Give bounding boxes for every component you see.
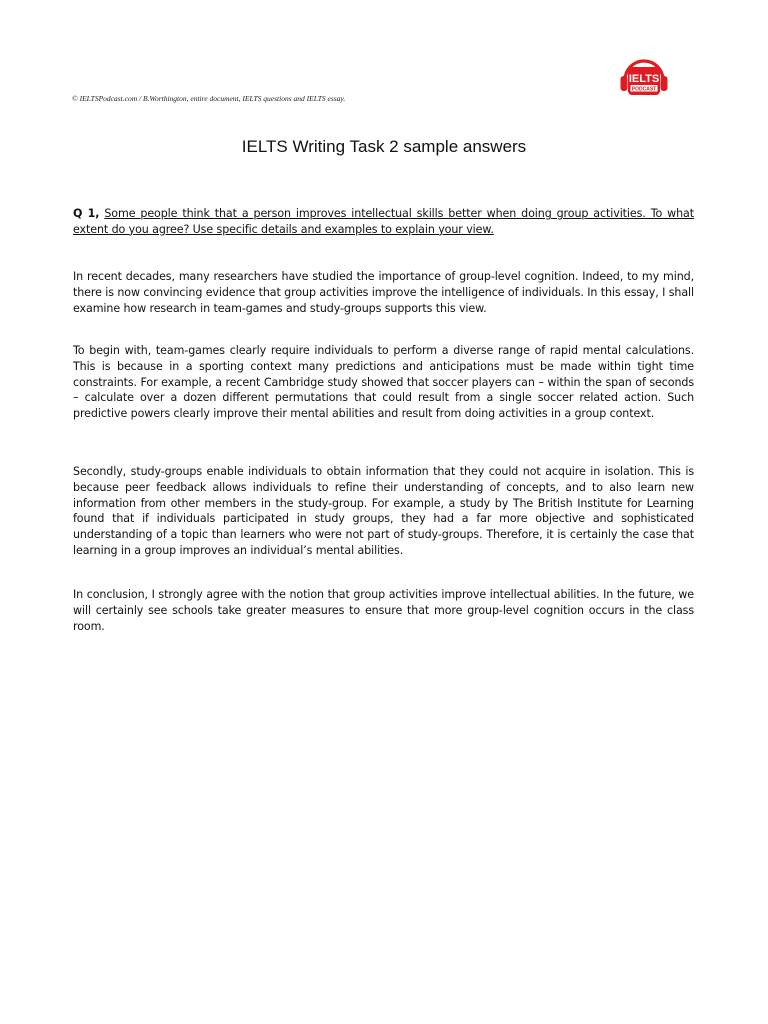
headphones-logo-icon [619,54,669,100]
logo-text-ielts: IELTS [628,73,660,85]
question-text: Some people think that a person improves intellectual skills better when doing group activities. To what extent do you agree? Use specific details and examples to explain your view. [73,207,695,236]
logo-text-podcast: PODCAST [631,86,657,93]
essay-paragraph-conclusion: In conclusion, I strongly agree with the notion that group activities improve intellectual abilities. In the future, we will certainly see schools take greater measures to ensure that more group-level cognition occurs in the class room. [73,588,694,633]
essay-paragraph-study-groups: Secondly, study-groups enable individuals to obtain information that they could not acquire in isolation. This is because peer feedback allows individuals to refine their understanding of concepts, and to also learn new information from other members in the study-group. For example, a study by The British Institute for Learning found that if individuals participated in study groups, they had a far more objective and sophisticated understanding of a topic than learners who were not part of study-groups. Therefore, it is certainly the case that learning in a group improves an individual’s mental abilities. [73,465,694,557]
question-number: Q 1, [73,207,100,220]
essay-paragraph-team-games: To begin with, team-games clearly require individuals to perform a diverse range of rapid mental calculations. This is because in a sporting context many predictions and anticipations must be made within tight time constraints. For example, a recent Cambridge study showed that soccer players can – within the span of seconds – calculate over a dozen different permutations that could result from a single soccer related action. Such predictive powers clearly improve their mental abilities and result from doing activities in a group context. [73,344,694,421]
page-title: IELTS Writing Task 2 sample answers [241,137,527,156]
question [73,206,694,238]
ielts-podcast-logo [619,54,669,100]
copyright-notice: © IELTSPodcast.com / B.Worthington, entire document, IELTS questions and IELTS essay. [72,94,346,103]
essay-paragraph-introduction: In recent decades, many researchers have studied the importance of group-level cognition. Indeed, to my mind, there is now convincing evidence that group activities improve the intelligence of individuals. In this essay, I shall examine how research in team-games and study-groups supports this view. [73,270,694,315]
